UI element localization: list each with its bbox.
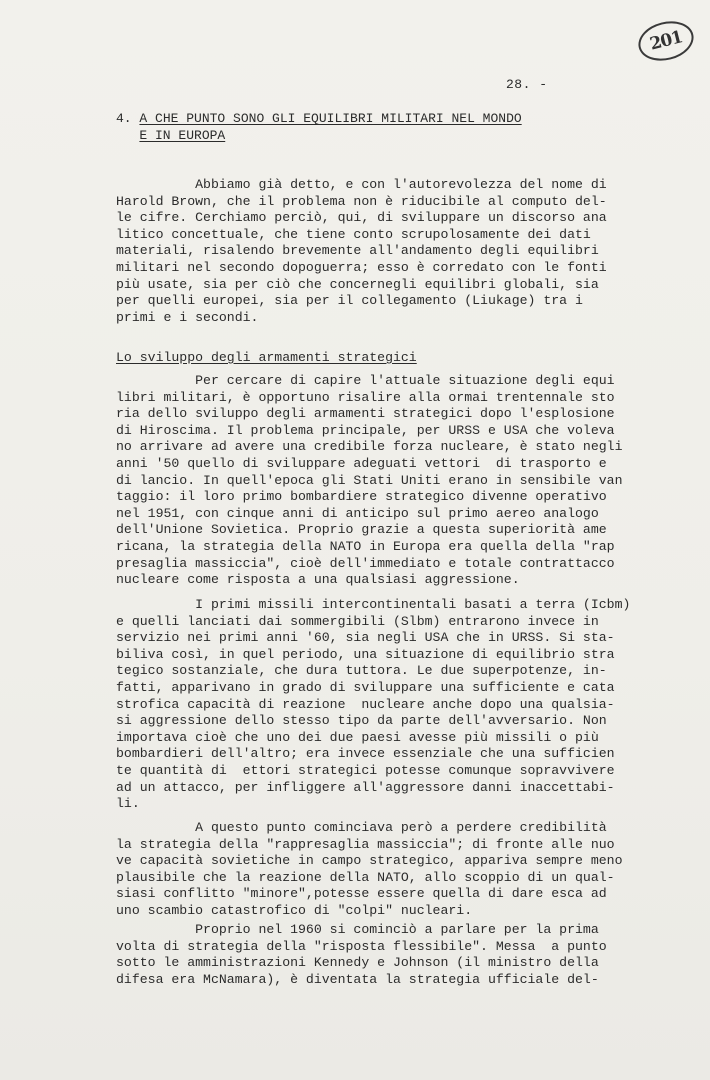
text-line: strofica capacità di reazione nucleare anche dopo una qualsia- [116, 696, 615, 712]
text-line: importava cioè che uno dei due paesi avesse più missili o più [116, 729, 599, 745]
text-line: li. [116, 796, 140, 812]
text-line: anni '50 quello di sviluppare adeguati vettori di trasporto e [116, 455, 607, 471]
text-line: nel 1951, con cinque anni di anticipo sul primo aereo analogo [116, 505, 599, 521]
text-line: si aggressione dello stesso tipo da parte dell'avversario. Non [116, 713, 607, 729]
text-line: la strategia della "rappresaglia massiccia"; di fronte alle nuo [116, 836, 615, 852]
text-line: per quelli europei, sia per il collegamento (Liukage) tra i [116, 293, 583, 309]
paragraph-4 [116, 820, 656, 920]
text-line: ad un attacco, per infliggere all'aggressore danni inaccettabi- [116, 779, 615, 795]
text-line: sotto le amministrazioni Kennedy e Johnson (il ministro della [116, 955, 599, 971]
text-line: presaglia massiccia", cioè dell'immediato e totale contrattacco [116, 555, 615, 571]
text-line: di lancio. In quell'epoca gli Stati Uniti erano in sensibile van [116, 472, 623, 488]
text-line: primi e i secondi. [116, 309, 259, 325]
text-line: taggio: il loro primo bombardiere strategico divenne operativo [116, 489, 607, 505]
text-line: Per cercare di capire l'attuale situazione degli equi [116, 373, 615, 388]
section-title-line-1: A CHE PUNTO SONO GLI EQUILIBRI MILITARI NEL MONDO [139, 111, 522, 126]
text-line: litico concettuale, che tiene conto scrupolosamente dei dati [116, 226, 591, 242]
text-line: no arrivare ad avere una credibile forza nucleare, è stato negli [116, 439, 623, 455]
text-line: militari nel secondo dopoguerra; esso è corredato con le fonti [116, 259, 607, 275]
text-line: di Hiroscima. Il problema principale, per URSS e USA che voleva [116, 422, 615, 438]
paragraph-1 [116, 177, 656, 326]
text-line: bombardieri dell'altro; era invece essenziale che una sufficien [116, 746, 615, 762]
text-line: nucleare come risposta a una qualsiasi aggressione. [116, 572, 520, 588]
text-line: e quelli lanciati dai sommergibili (Slbm) entrarono invece in [116, 613, 599, 629]
text-line: ria dello sviluppo degli armamenti strategici dopo l'esplosione [116, 406, 615, 422]
text-line: materiali, risalendo brevemente all'andamento degli equilibri [116, 243, 599, 259]
text-line: biliva così, in quel periodo, una situazione di equilibrio stra [116, 646, 615, 662]
text-line: libri militari, è opportuno risalire alla ormai trentennale sto [116, 389, 615, 405]
subsection-title: Lo sviluppo degli armamenti strategici [116, 350, 417, 365]
text-line: te quantità di ettori strategici potesse comunque sopravvivere [116, 762, 615, 778]
text-line: uno scambio catastrofico di "colpi" nucleari. [116, 902, 473, 918]
text-line: volta di strategia della "risposta flessibile". Messa a punto [116, 938, 607, 954]
text-line: plausibile che la reazione della NATO, allo scoppio di un qual- [116, 869, 615, 885]
archive-stamp: 201 [634, 16, 698, 66]
section-title-line-2: E IN EUROPA [139, 128, 226, 143]
text-line: I primi missili intercontinentali basati a terra (Icbm) [116, 597, 631, 612]
text-line: Abbiamo già detto, e con l'autorevolezza del nome di [116, 177, 607, 192]
text-line: fatti, apparivano in grado di sviluppare una sufficiente e cata [116, 679, 615, 695]
section-heading [116, 110, 522, 144]
page-number: 28. - [506, 77, 548, 92]
text-line: A questo punto cominciava però a perdere credibilità [116, 820, 607, 835]
section-number: 4. [116, 111, 132, 126]
text-line: Proprio nel 1960 si cominciò a parlare per la prima [116, 922, 599, 937]
paragraph-5 [116, 922, 656, 988]
text-line: siasi conflitto "minore",potesse essere quella di dare esca ad [116, 886, 607, 902]
paragraph-2 [116, 373, 656, 589]
text-line: ve capacità sovietiche in campo strategico, appariva sempre meno [116, 853, 623, 869]
text-line: ricana, la strategia della NATO in Europa era quella della "rap [116, 538, 615, 554]
paragraph-3 [116, 597, 656, 813]
text-line: dell'Unione Sovietica. Proprio grazie a questa superiorità ame [116, 522, 607, 538]
text-line: Harold Brown, che il problema non è riducibile al computo del- [116, 193, 607, 209]
text-line: tegico sostanziale, che dura tuttora. Le due superpotenze, in- [116, 663, 607, 679]
text-line: più usate, sia per ciò che concernegli equilibri globali, sia [116, 276, 599, 292]
text-line: servizio nei primi anni '60, sia negli USA che in URSS. Si sta- [116, 630, 615, 646]
text-line: le cifre. Cerchiamo perciò, qui, di sviluppare un discorso ana [116, 210, 607, 226]
text-line: difesa era McNamara), è diventata la strategia ufficiale del- [116, 971, 599, 987]
